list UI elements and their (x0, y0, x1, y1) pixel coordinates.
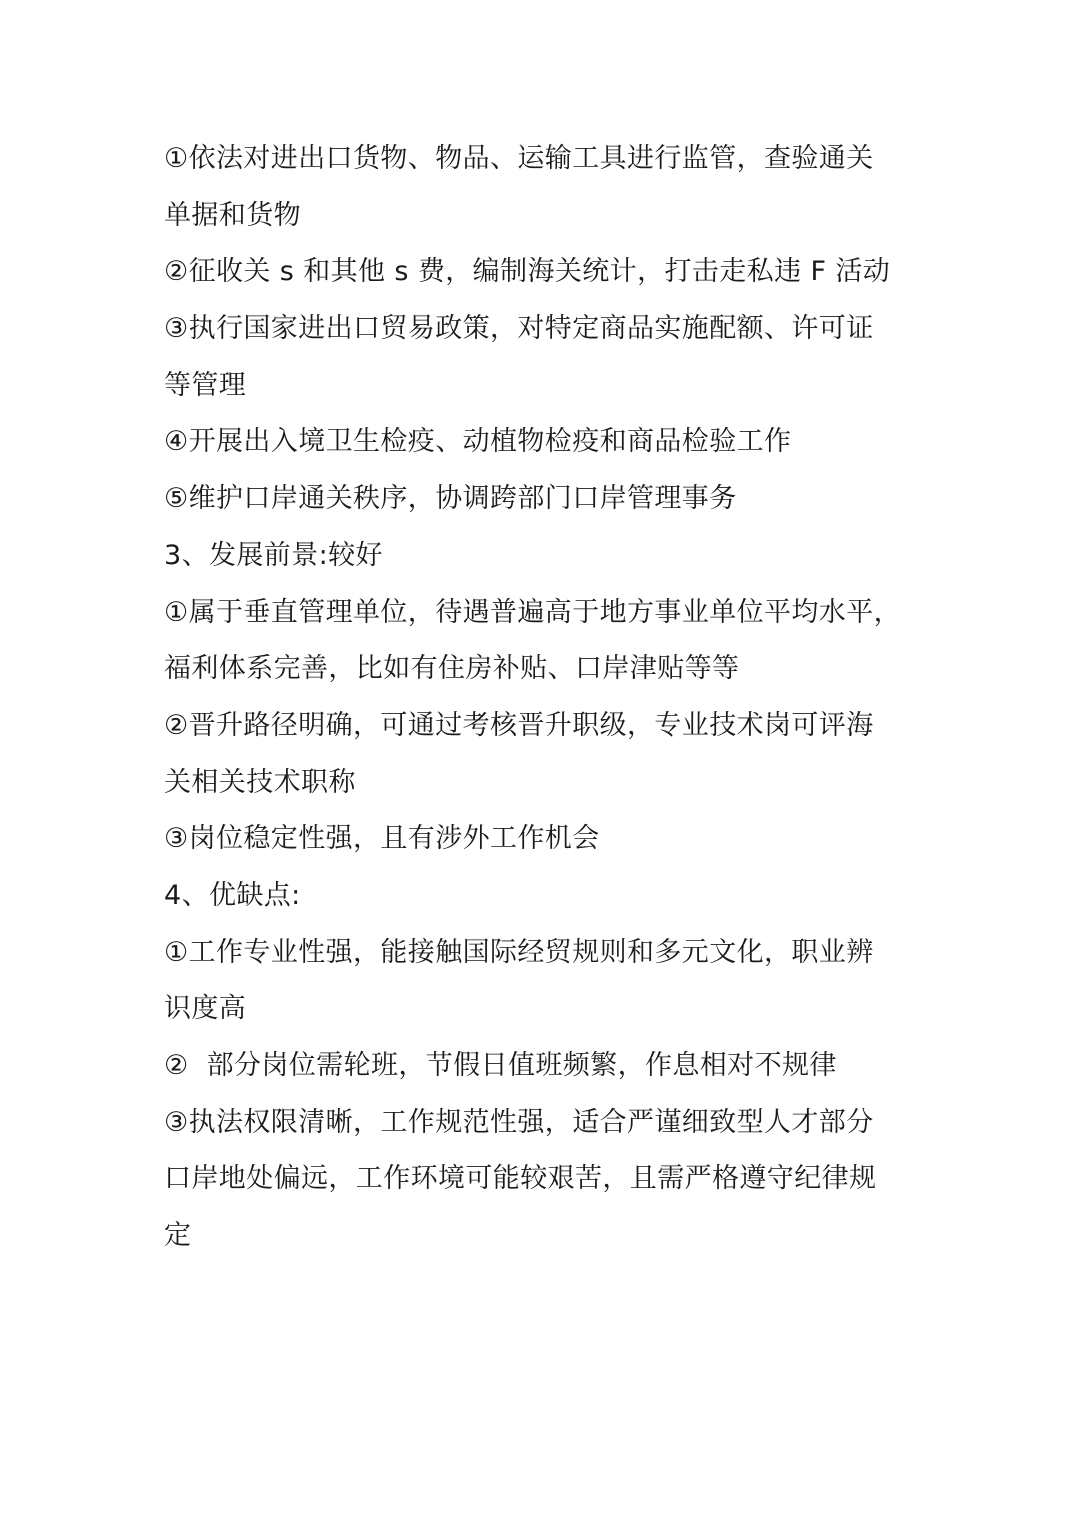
prospect-2-line-1: ②晋升路径明确，可通过考核晋升职级，专业技术岗可评海 (164, 709, 874, 741)
duty-1-line-1: ①依法对进出口货物、物品、运输工具进行监管，查验通关 (164, 143, 874, 174)
pros-cons-3-line-2: 口岸地处偏远，工作环境可能较艰苦，且需严格遵守纪律规 (164, 1163, 877, 1195)
duty-5-line: ⑤维护口岸通关秩序，协调跨部门口岸管理事务 (164, 483, 737, 515)
pros-cons-1-line-1: ①工作专业性强，能接触国际经贸规则和多元文化，职业辨 (164, 936, 874, 968)
pros-cons-3-line-3: 定 (164, 1220, 192, 1252)
pros-cons-2-line: ② 部分岗位需轮班，节假日值班频繁，作息相对不规律 (164, 1050, 837, 1081)
duty-4-line: ④开展出入境卫生检疫、动植物检疫和商品检验工作 (164, 426, 792, 458)
duty-3-line-2: 等管理 (164, 369, 247, 401)
section-heading-prospects: 3、发展前景:较好 (164, 539, 383, 571)
duty-1-line-2: 单据和货物 (164, 199, 301, 231)
pros-cons-1-line-2: 识度高 (164, 993, 247, 1025)
duty-3-line-1: ③执行国家进出口贸易政策，对特定商品实施配额、许可证 (164, 313, 874, 345)
document-body (164, 131, 944, 1265)
prospect-1-line-1: ①属于垂直管理单位，待遇普遍高于地方事业单位平均水平， (164, 596, 902, 628)
prospect-3-line: ③岗位稳定性强，且有涉外工作机会 (164, 823, 600, 855)
prospect-1-line-2: 福利体系完善，比如有住房补贴、口岸津贴等等 (164, 653, 740, 685)
duty-2-line: ②征收关 s 和其他 s 费，编制海关统计，打击走私违 F 活动 (164, 256, 891, 288)
section-heading-pros-cons: 4、优缺点: (164, 879, 301, 911)
pros-cons-3-line-1: ③执法权限清晰，工作规范性强，适合严谨细致型人才部分 (164, 1106, 874, 1138)
prospect-2-line-2: 关相关技术职称 (164, 766, 356, 798)
